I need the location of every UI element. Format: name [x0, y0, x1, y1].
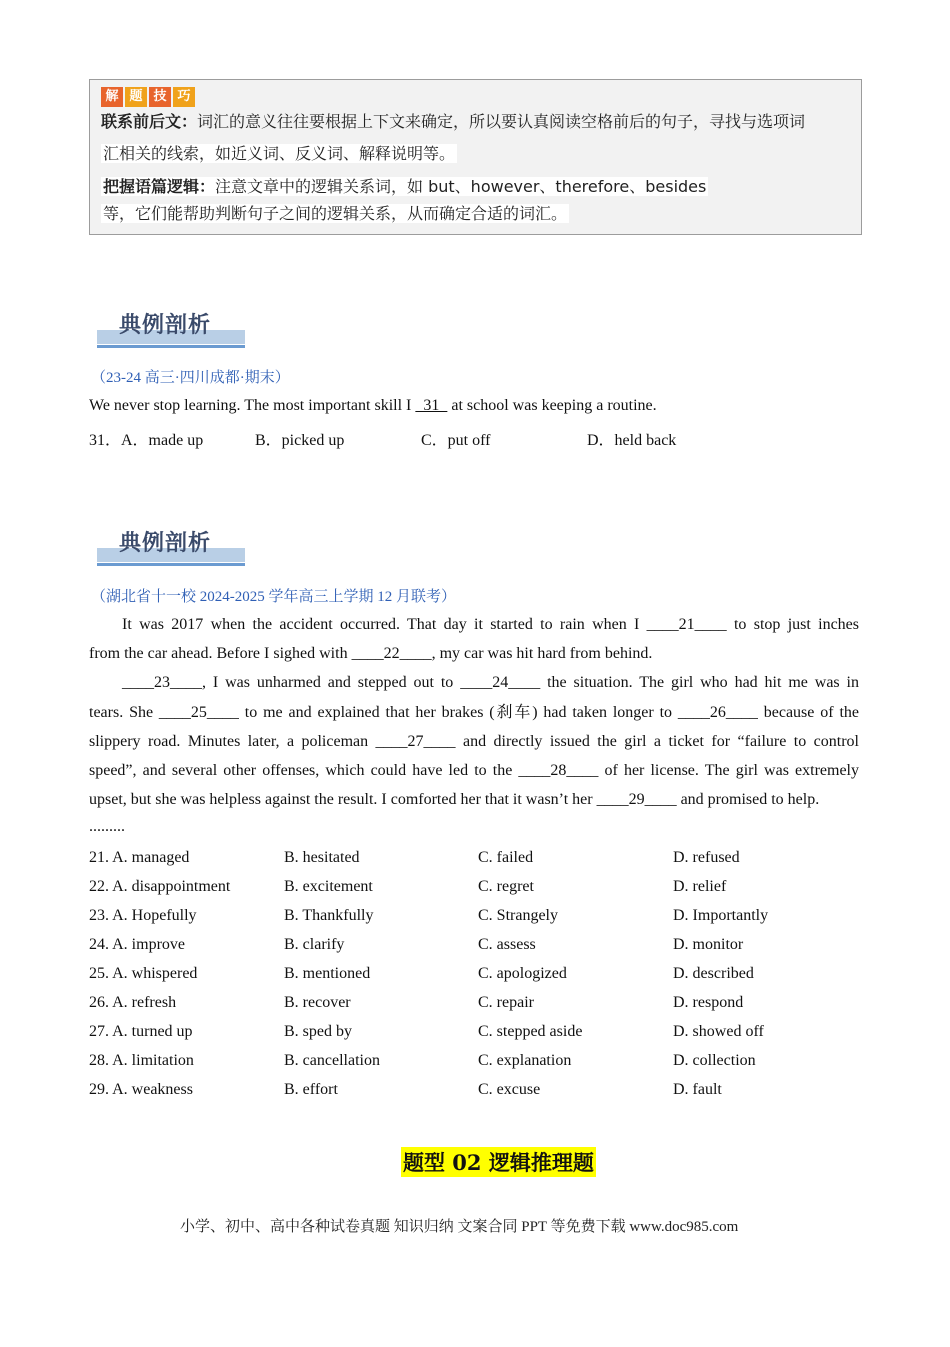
- question-option: B. clarify: [284, 936, 345, 953]
- section-title: 题型 02 逻辑推理题: [401, 1147, 596, 1177]
- tip-text: 等，它们能帮助判断句子之间的逻辑关系，从而确定合适的词汇。: [103, 204, 568, 223]
- option-a: 31．A．made up: [89, 432, 204, 449]
- passage-line: slippery road. Minutes later, a policeman ____27____ and directly issued the girl a ticket for “failure to control: [89, 733, 859, 750]
- blank-31: 31: [415, 397, 448, 414]
- tip-heading-context: 联系前后文：: [101, 112, 198, 131]
- question-option: B. hesitated: [284, 849, 360, 866]
- question-option: 25. A. whispered: [89, 965, 198, 982]
- question-option: D. Importantly: [673, 907, 769, 924]
- question-option: C. apologized: [478, 965, 567, 982]
- question-option: B. Thankfully: [284, 907, 374, 924]
- tip-box: [89, 79, 862, 235]
- question-option: D. showed off: [673, 1023, 764, 1040]
- example-source: （湖北省十一校 2024-2025 学年高三上学期 12 月联考）: [91, 589, 456, 605]
- question-option: C. failed: [478, 849, 534, 866]
- question-option: 21. A. managed: [89, 849, 190, 866]
- question-option: B. sped by: [284, 1023, 352, 1040]
- banner-label: 典例剖析: [119, 531, 212, 556]
- option-d: D．held back: [587, 432, 677, 449]
- question-option: 29. A. weakness: [89, 1081, 193, 1098]
- question-option: D. fault: [673, 1081, 722, 1098]
- tip-line-3: [101, 176, 708, 198]
- tip-line-2: [101, 143, 457, 165]
- question-option: D. refused: [673, 849, 740, 866]
- example-banner: [97, 524, 247, 566]
- tip-line-1: [101, 111, 805, 133]
- question-option: D. relief: [673, 878, 727, 895]
- question-option: C. explanation: [478, 1052, 572, 1069]
- question-option: B. excitement: [284, 878, 373, 895]
- question-option: C. stepped aside: [478, 1023, 583, 1040]
- tip-heading-logic: 把握语篇逻辑：: [103, 177, 216, 196]
- question-option: 22. A. disappointment: [89, 878, 231, 895]
- tip-badge: 技: [149, 87, 171, 107]
- tip-text: 汇相关的线索，如近义词、反义词、解释说明等。: [103, 144, 456, 163]
- passage-line: It was 2017 when the accident occurred. That day it started to rain when I ____21____ to stop just inches: [122, 616, 859, 633]
- passage-line: upset, but she was helpless against the result. I comforted her that it wasn’t her ____29____ and promised to help.: [89, 791, 820, 808]
- question-option: B. recover: [284, 994, 351, 1011]
- footer-text: 小学、初中、高中各种试卷真题 知识归纳 文案合同 PPT 等免费下载 www.doc985.com: [180, 1219, 739, 1235]
- tip-badge: 解: [101, 87, 123, 107]
- question-option: C. regret: [478, 878, 534, 895]
- example-source: （23-24 高三·四川成都·期末）: [91, 370, 290, 386]
- question-option: C. assess: [478, 936, 536, 953]
- question-option: C. excuse: [478, 1081, 541, 1098]
- passage-line: speed”, and several other offenses, which could have led to the ____28____ of her license. The girl was extremely: [89, 762, 859, 779]
- example1-sentence: We never stop learning. The most important skill I 31 at school was keeping a routine.: [89, 397, 657, 414]
- banner-label: 典例剖析: [119, 313, 212, 338]
- example-banner: [97, 306, 247, 348]
- question-option: D. described: [673, 965, 754, 982]
- passage-line: tears. She ____25____ to me and explained that her brakes (刹车) had taken longer to ____26____ because of the: [89, 704, 859, 721]
- question-option: B. cancellation: [284, 1052, 380, 1069]
- question-option: 24. A. improve: [89, 936, 185, 953]
- tip-line-4: [101, 203, 569, 225]
- question-option: 28. A. limitation: [89, 1052, 194, 1069]
- option-b: B．picked up: [255, 432, 345, 449]
- question-option: B. effort: [284, 1081, 338, 1098]
- option-c: C．put off: [421, 432, 491, 449]
- question-option: 27. A. turned up: [89, 1023, 193, 1040]
- tip-text: 词汇的意义往往要根据上下文来确定，所以要认真阅读空格前后的句子，寻找与选项词: [197, 112, 806, 131]
- question-option: D. monitor: [673, 936, 744, 953]
- tip-text: 注意文章中的逻辑关系词，如 but、however、therefore、besides: [215, 177, 707, 196]
- question-option: 23. A. Hopefully: [89, 907, 197, 924]
- passage-line: ____23____, I was unharmed and stepped out to ____24____ the situation. The girl who had hit me was in: [122, 674, 859, 691]
- question-option: C. repair: [478, 994, 534, 1011]
- tip-badge: 题: [125, 87, 147, 107]
- tip-badges: [101, 87, 195, 107]
- question-option: 26. A. refresh: [89, 994, 177, 1011]
- question-option: B. mentioned: [284, 965, 371, 982]
- question-option: C. Strangely: [478, 907, 558, 924]
- question-option: D. collection: [673, 1052, 756, 1069]
- passage-line: from the car ahead. Before I sighed with ____22____, my car was hit hard from behind.: [89, 645, 653, 662]
- question-option: D. respond: [673, 994, 744, 1011]
- tip-badge: 巧: [173, 87, 195, 107]
- passage-ellipsis: .........: [89, 818, 125, 835]
